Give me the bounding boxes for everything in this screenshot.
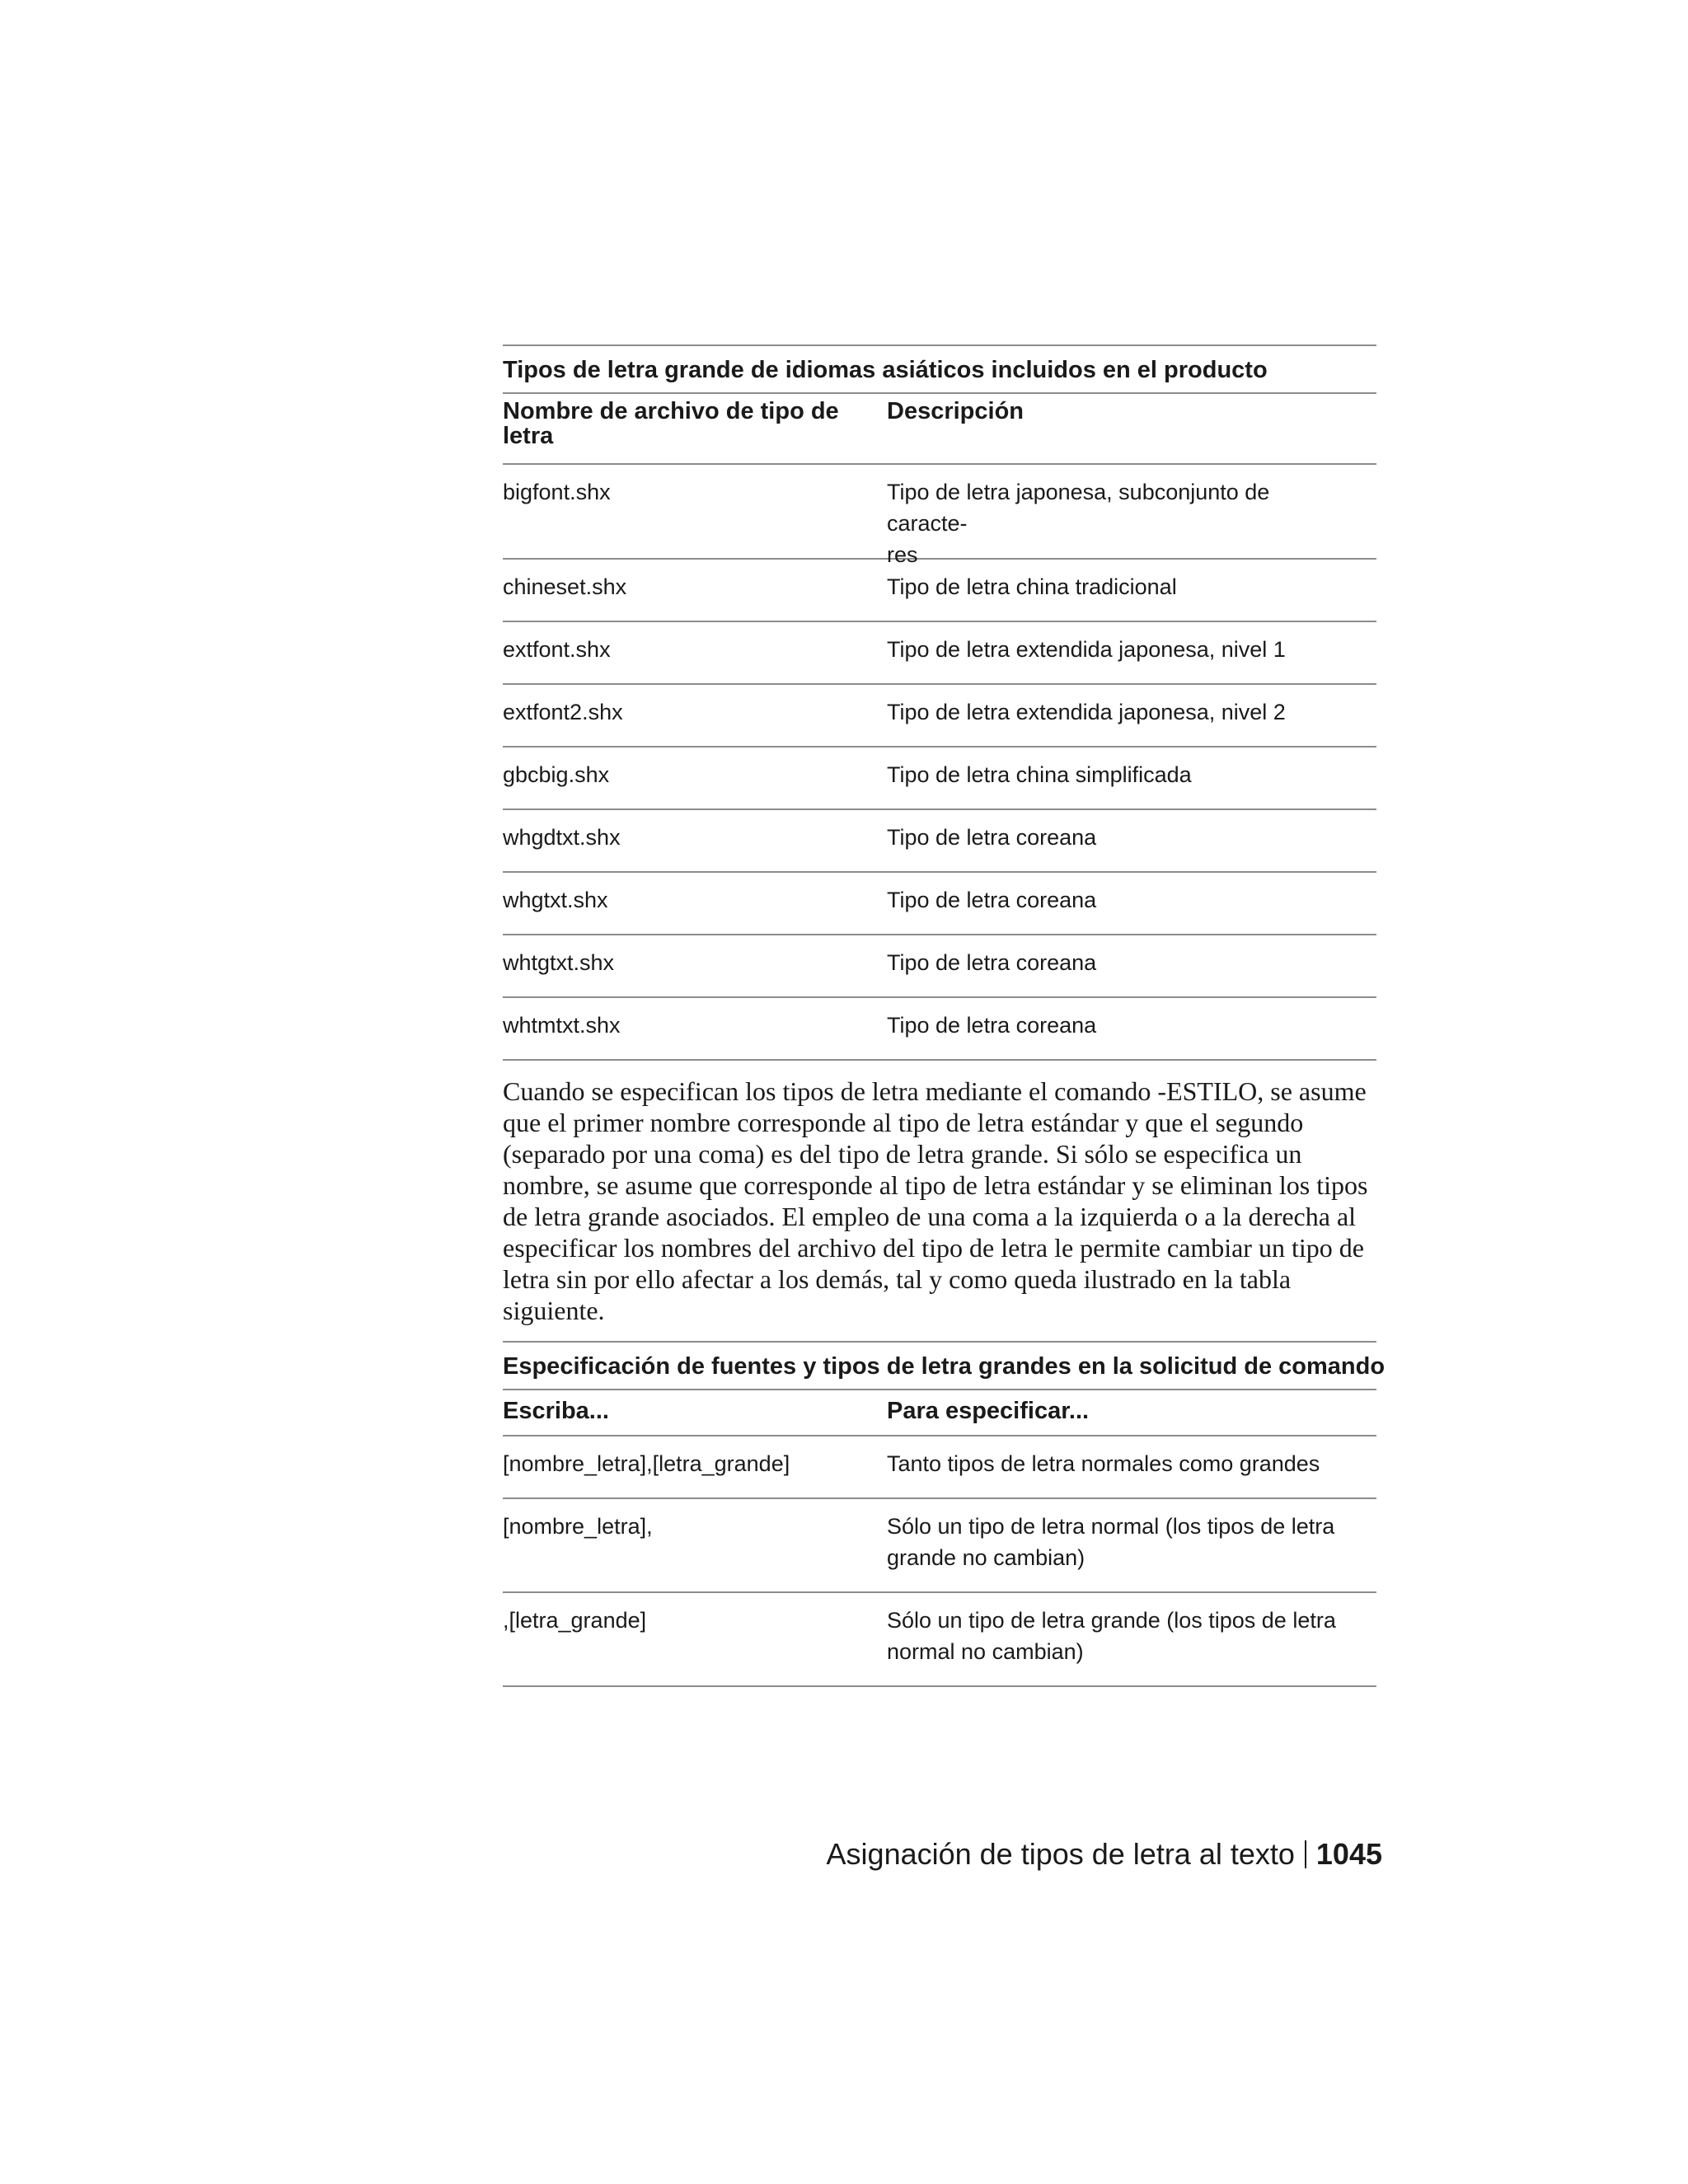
table-row (503, 998, 1376, 1061)
footer-section-title: Asignación de tipos de letra al texto (826, 1837, 1295, 1871)
cell-filename: bigfont.shx (503, 480, 611, 504)
cell-filename: chineset.shx (503, 574, 627, 599)
cell-filename: whtmtxt.shx (503, 1013, 621, 1038)
cell-filename: extfont2.shx (503, 700, 623, 724)
cell-filename: whgtxt.shx (503, 888, 608, 912)
table-header (503, 1390, 1376, 1436)
cell-description: Tipo de letra china tradicional (887, 574, 1177, 599)
table-row (503, 465, 1376, 567)
table-row (503, 685, 1376, 748)
body-paragraph: Cuando se especifican los tipos de letra mediante el comando -ESTILO, se asume que el primer nombre corresponde al tipo de letra estándar y que el segundo (separado por una coma) es del tipo de letra grande. Si sólo se especifica un nombre, se asume que corresponde al tipo de letra estándar y se eliminan los tipos de letra grande asociados. El empleo de una coma a la izquierda o a la derecha al especificar los nombres del archivo del tipo de letra le permite cambiar un tipo de letra sin por ello afectar a los demás, tal y como queda ilustrado en la tabla siguiente. (503, 1076, 1368, 1325)
cell-filename: extfont.shx (503, 637, 611, 662)
cell-result: Sólo un tipo de letra grande (los tipos de letra normal no cambian) (887, 1608, 1336, 1664)
asian-bigfonts-table (503, 344, 1376, 1061)
table-row (503, 560, 1376, 622)
table-row (503, 873, 1376, 935)
cell-description: Tipo de letra coreana (887, 1013, 1097, 1038)
footer-separator (1305, 1840, 1306, 1868)
table-row (503, 935, 1376, 998)
page-number: 1045 (1315, 1837, 1382, 1871)
column-header-specify: Para especificar... (887, 1398, 1090, 1424)
cell-result: Tanto tipos de letra normales como grandes (887, 1451, 1320, 1476)
column-header-description: Descripción (887, 398, 1024, 424)
cell-description: Tipo de letra extendida japonesa, nivel 1 (887, 637, 1286, 662)
table-row (503, 748, 1376, 810)
table-header (503, 394, 1376, 465)
cell-description: Tipo de letra extendida japonesa, nivel 2 (887, 700, 1286, 724)
table-title: Tipos de letra grande de idiomas asiáticos incluidos en el producto (503, 346, 1376, 394)
column-header-filename: Nombre de archivo de tipo de letra (503, 398, 839, 449)
cell-filename: whgdtxt.shx (503, 825, 621, 850)
cell-input: ,[letra_grande] (503, 1608, 647, 1633)
cell-description: Tipo de letra japonesa, subconjunto de caracte- res (887, 480, 1270, 567)
cell-filename: gbcbig.shx (503, 762, 610, 787)
table-row (503, 1499, 1376, 1593)
table-row (503, 622, 1376, 685)
cell-description: Tipo de letra coreana (887, 825, 1097, 850)
page-footer (827, 1836, 1382, 1872)
cell-filename: whtgtxt.shx (503, 950, 615, 975)
table-title: Especificación de fuentes y tipos de letra grandes en la solicitud de comando (503, 1343, 1376, 1390)
table-row (503, 1436, 1376, 1499)
table-row (503, 1593, 1376, 1687)
cell-description: Tipo de letra coreana (887, 950, 1097, 975)
table-row (503, 810, 1376, 873)
cell-description: Tipo de letra coreana (887, 888, 1097, 912)
page-content (503, 344, 1386, 1687)
column-header-type: Escriba... (503, 1398, 609, 1424)
cell-result: Sólo un tipo de letra normal (los tipos de letra grande no cambian) (887, 1514, 1335, 1570)
cell-input: [nombre_letra],[letra_grande] (503, 1451, 790, 1476)
font-specification-table (503, 1341, 1386, 1687)
cell-input: [nombre_letra], (503, 1514, 653, 1539)
cell-description: Tipo de letra china simplificada (887, 762, 1192, 787)
